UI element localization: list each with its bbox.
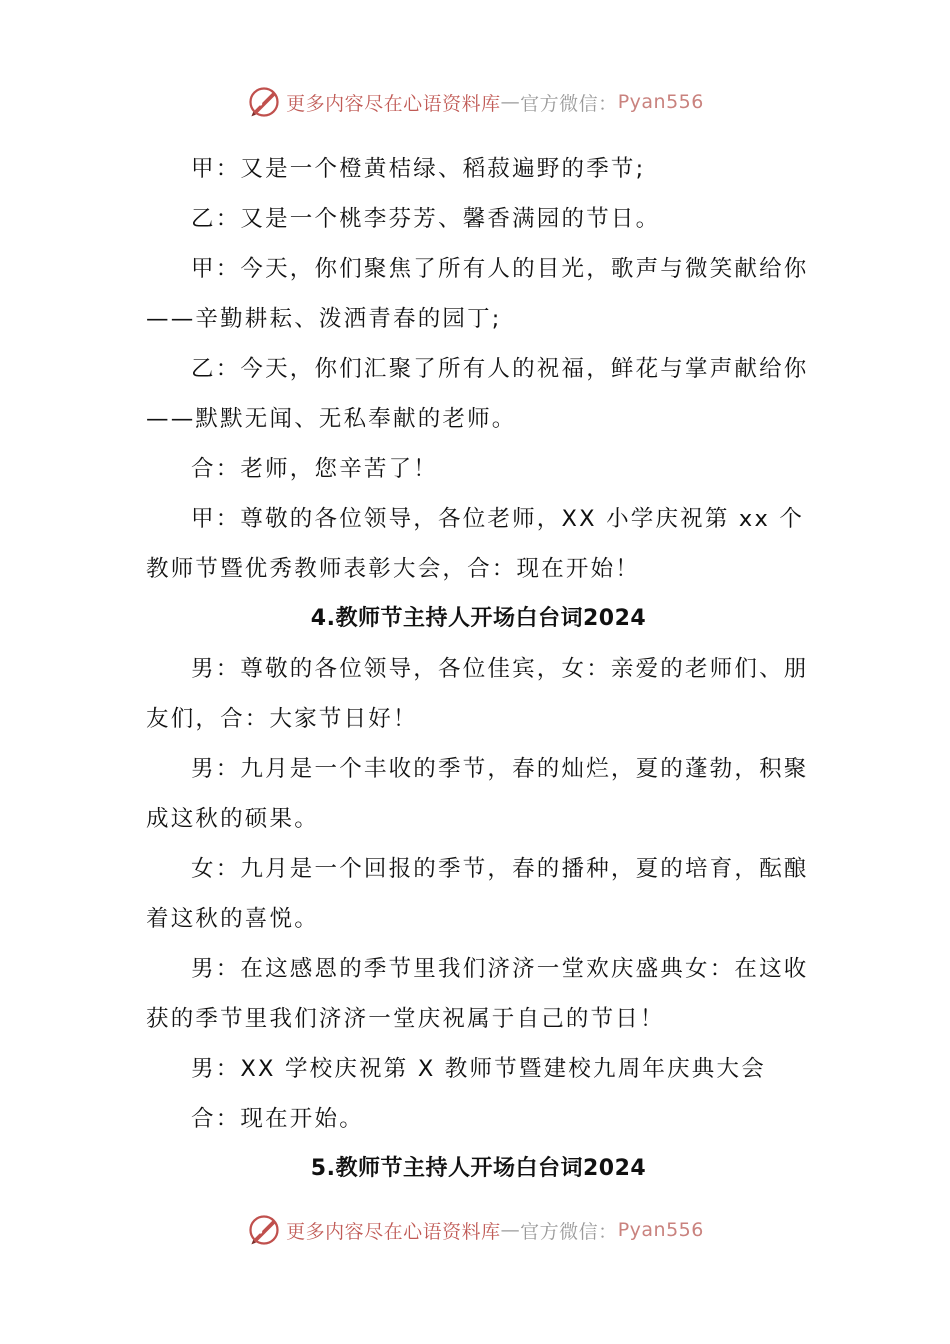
paragraph: 合：老师，您辛苦了！ (191, 456, 439, 482)
paragraph: 甲：又是一个橙黄桔绿、稻菽遍野的季节; (191, 156, 646, 182)
watermark-main-text: 更多内容尽在心语资料库 (286, 92, 501, 115)
pen-logo-icon (246, 1212, 282, 1248)
document-body (146, 144, 811, 1194)
paragraph: 甲：今天，你们聚焦了所有人的目光，歌声与微笑献给你——辛勤耕耘、泼洒青春的园丁; (146, 256, 809, 332)
paragraph: 男：XX 学校庆祝第 X 教师节暨建校九周年庆典大会 (191, 1056, 766, 1082)
watermark-wechat-id: Pyan556 (617, 1219, 704, 1241)
pen-logo-icon (246, 84, 282, 120)
header-watermark (0, 82, 950, 122)
section-heading: 5.教师节主持人开场白台词2024 (310, 1156, 647, 1181)
section-heading: 4.教师节主持人开场白台词2024 (310, 606, 647, 631)
watermark-main-text: 更多内容尽在心语资料库 (286, 1220, 501, 1243)
watermark-official-label: 官方微信： (520, 92, 618, 115)
watermark-separator: — (500, 91, 521, 113)
paragraph: 男：九月是一个丰收的季节，春的灿烂，夏的蓬勃，积聚成这秋的硕果。 (146, 756, 809, 832)
paragraph: 男：尊敬的各位领导，各位佳宾，女：亲爱的老师们、朋友们，合：大家节日好！ (146, 656, 809, 732)
watermark-wechat-id: Pyan556 (617, 91, 704, 113)
paragraph: 甲：尊敬的各位领导，各位老师，XX 小学庆祝第 xx 个教师节暨优秀教师表彰大会，合：现在开始！ (146, 506, 805, 582)
watermark-separator: — (500, 1219, 521, 1241)
paragraph: 女：九月是一个回报的季节，春的播种，夏的培育，酝酿着这秋的喜悦。 (146, 856, 809, 932)
footer-watermark (0, 1210, 950, 1250)
paragraph: 乙：又是一个桃李芬芳、馨香满园的节日。 (191, 206, 661, 232)
paragraph: 男：在这感恩的季节里我们济济一堂欢庆盛典女：在这收获的季节里我们济济一堂庆祝属于自己的节日！ (146, 956, 809, 1032)
paragraph: 合：现在开始。 (191, 1106, 364, 1132)
watermark-official-label: 官方微信： (520, 1220, 618, 1243)
paragraph: 乙：今天，你们汇聚了所有人的祝福，鲜花与掌声献给你——默默无闻、无私奉献的老师。 (146, 356, 809, 432)
